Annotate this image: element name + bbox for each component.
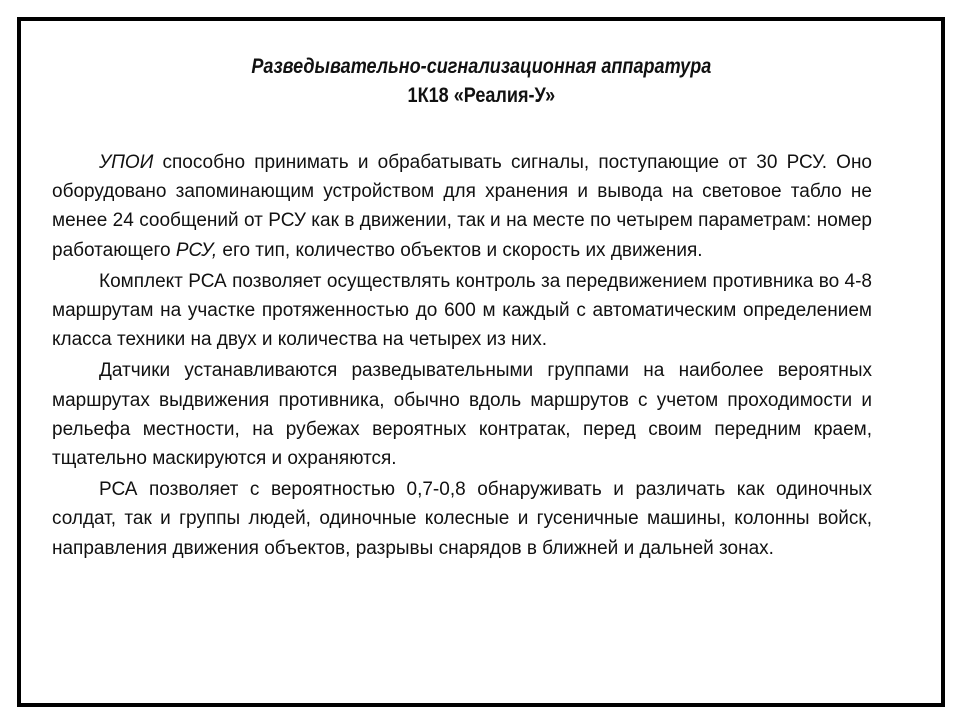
paragraph-2: Комплект РСА позволяет осуществлять контроль за передвижением противника во 4-8 маршрутам на участке протяженностью до 600 м каждый с автоматическим определением класса техники на двух и количества на четырех из них. (52, 270, 872, 351)
body-text (52, 148, 872, 563)
title-line-1: Разведывательно-сигнализационная аппаратура (251, 55, 712, 78)
paragraph-3: Датчики устанавливаются разведывательными группами на наиболее вероятных маршрутах выдвижения противника, обычно вдоль маршрутов с учетом проходимости и рельефа местности, на рубежах вероятных контратак, перед своим передним краем, тщательно маскируются и охраняются. (52, 360, 872, 470)
paragraph-1 (52, 148, 872, 265)
paragraph-1-italic-mid: РСУ, (175, 239, 218, 261)
title-line-2: 1К18 «Реалия-У» (407, 84, 556, 107)
slide-title (69, 52, 895, 110)
paragraph-1-text-a: способно принимать и обрабатывать сигналы, поступающие от 30 РСУ. Оно оборудовано запоминающим устройством для хранения и вывода на световое табло не менее 24 сообщений от РСУ как в движении, так и на месте по четырем параметрам: номер работающего (52, 152, 872, 261)
paragraph-1-italic-lead: УПОИ (99, 152, 154, 173)
paragraph-4: РСА позволяет с вероятностью 0,7-0,8 обнаруживать и различать как одиночных солдат, так и группы людей, одиночные колесные и гусеничные машины, колонны войск, направления движения объектов, разрывы снарядов в ближней и дальней зонах. (52, 479, 872, 559)
paragraph-1-text-b: его тип, количество объектов и скорость их движения. (217, 239, 703, 261)
